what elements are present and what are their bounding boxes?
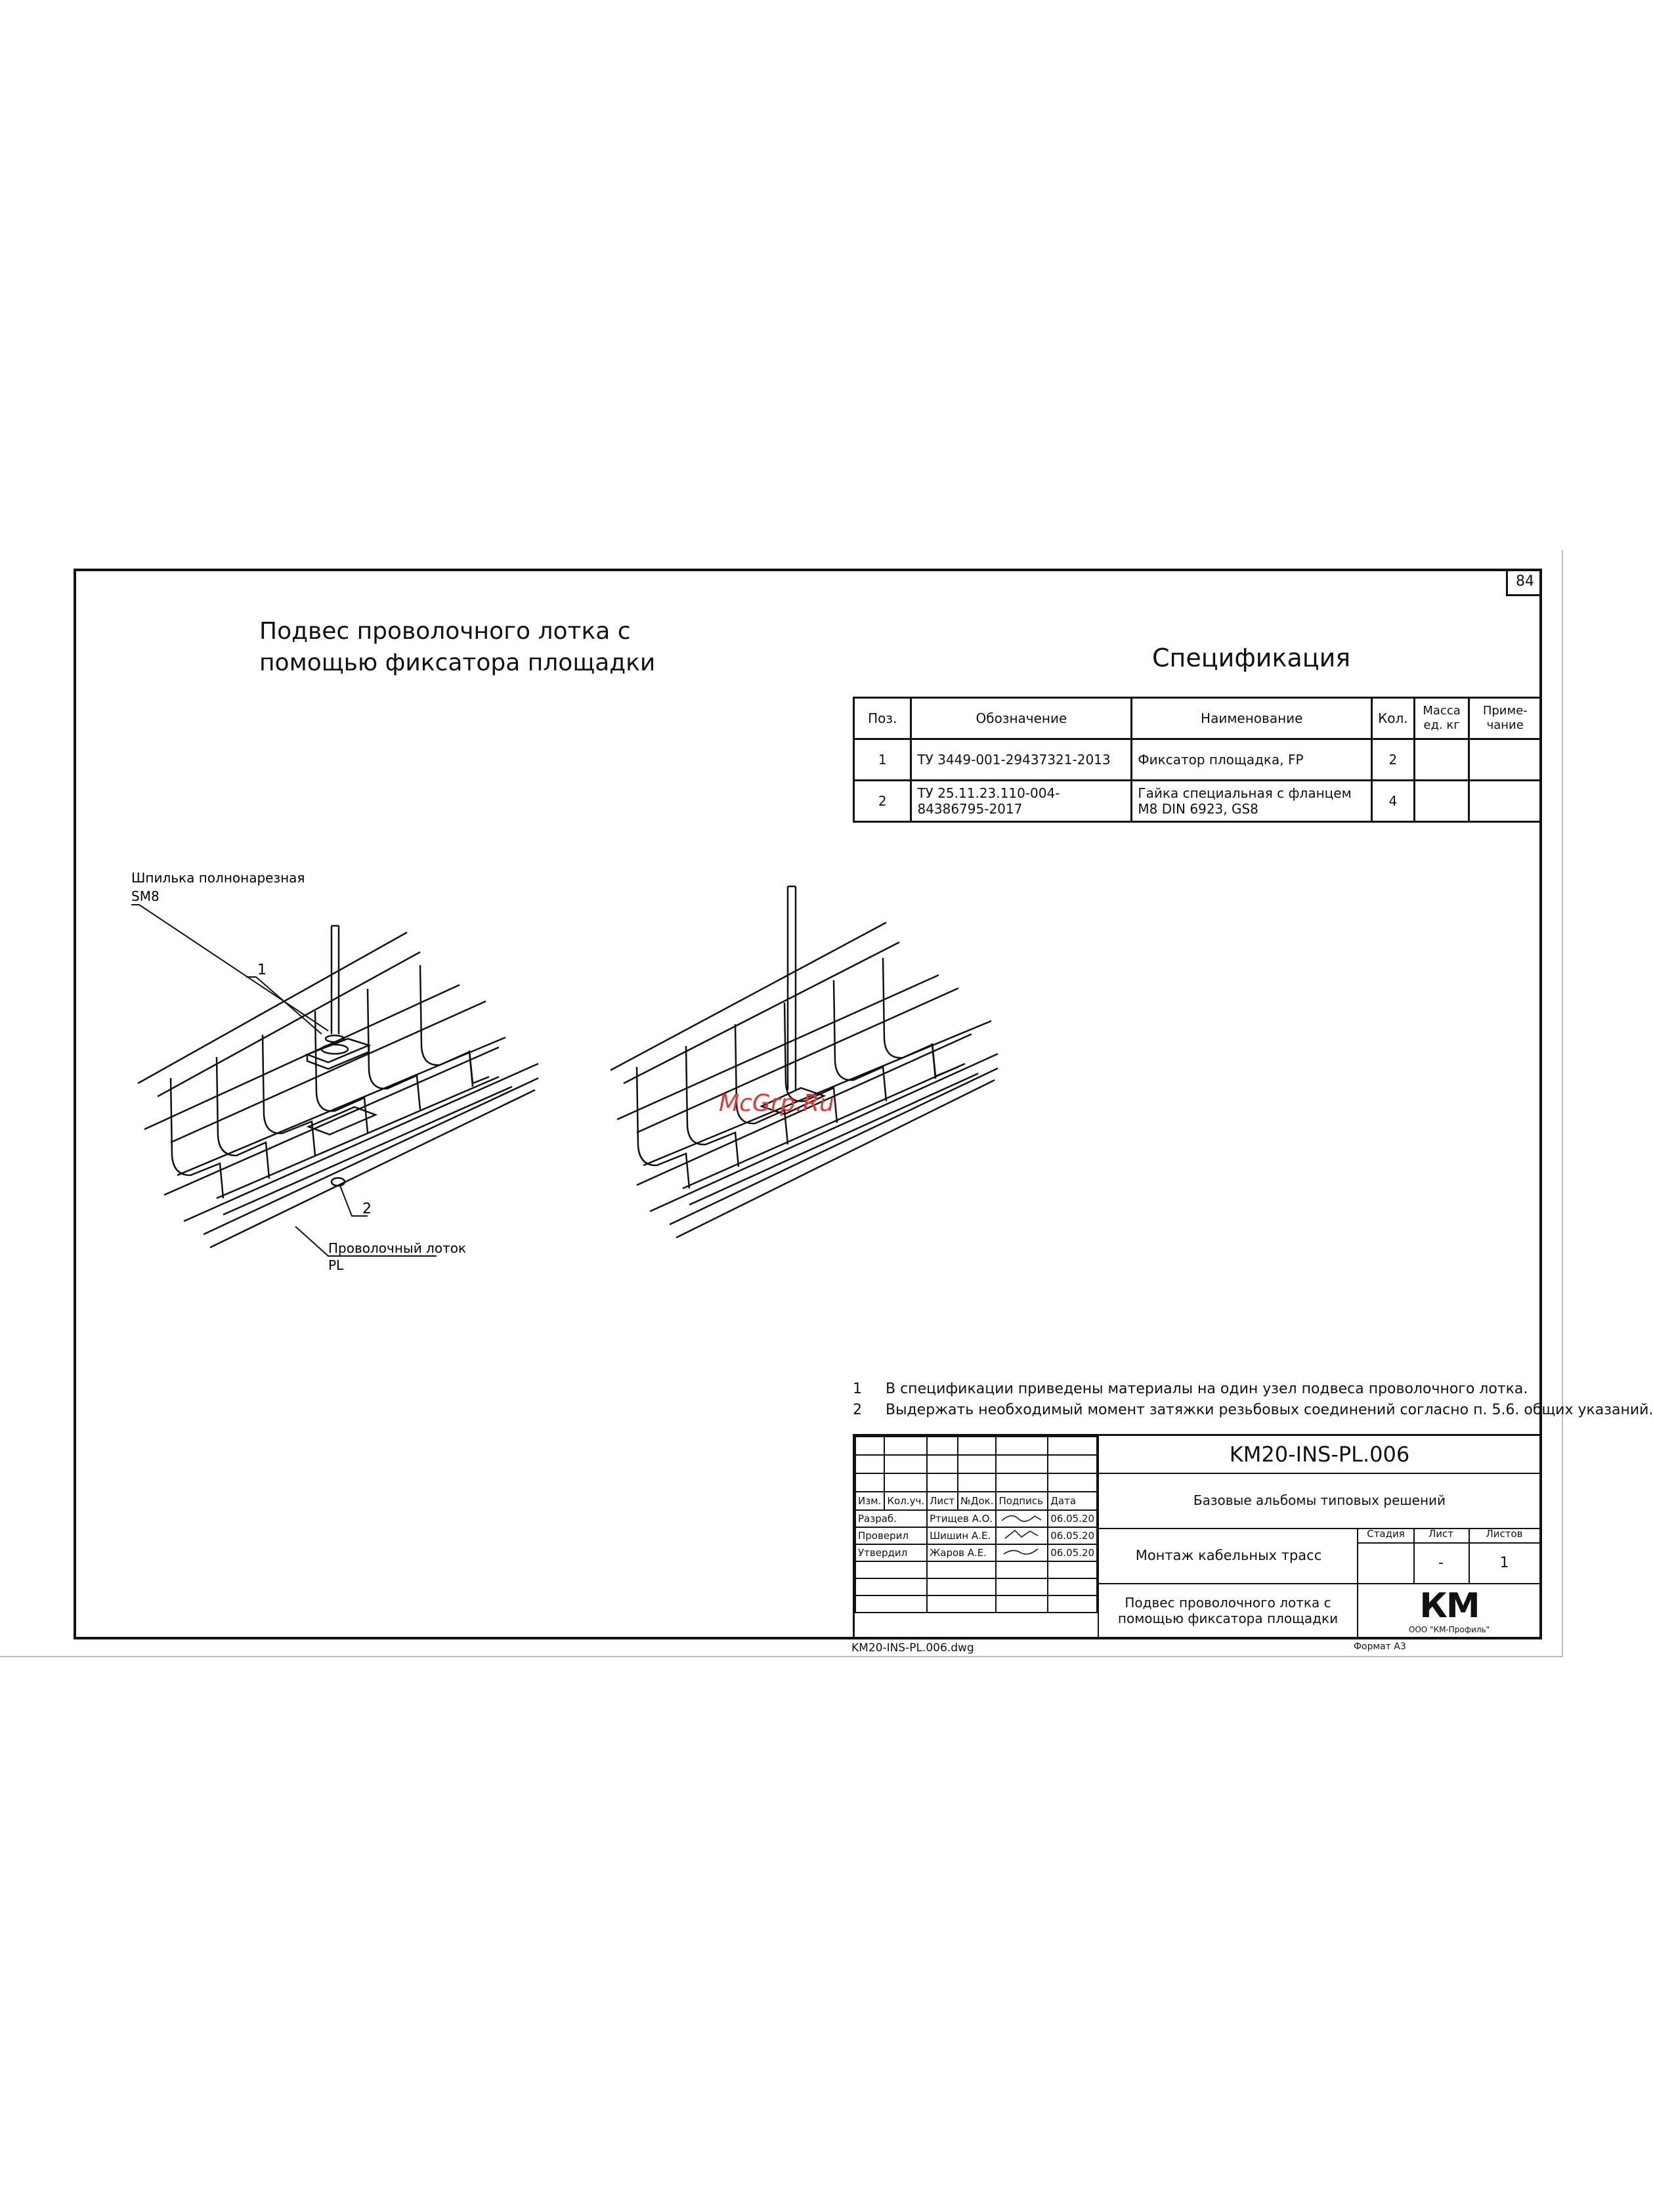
spec-cell-pos: 1	[854, 739, 911, 781]
note-item	[853, 1379, 1653, 1400]
stamp-person-name: Жаров А.Е.	[927, 1544, 996, 1561]
note-text: В спецификации приведены материалы на один узел подвеса проволочного лотка.	[886, 1381, 1528, 1397]
stage-sheet-box	[1357, 1528, 1540, 1584]
stamp-role: Утвердил	[855, 1544, 927, 1561]
title-block	[853, 1434, 1542, 1639]
stamp-person-row	[855, 1527, 1097, 1544]
spec-cell-code: ТУ 3449-001-29437321-2013	[911, 739, 1132, 781]
spec-cell-note	[1469, 739, 1541, 781]
stamp-col-date: Дата	[1048, 1492, 1097, 1510]
sheets-label: Листов	[1469, 1528, 1540, 1544]
company-logo-box	[1357, 1583, 1540, 1637]
drawing-title-line-1: Подвес проволочного лотка с	[259, 618, 631, 645]
tray-drawing-assembled	[604, 883, 1011, 1251]
spec-title: Спецификация	[1152, 643, 1351, 672]
file-name: KM20-INS-PL.006.dwg	[851, 1641, 974, 1655]
spec-cell-name: Гайка специальная с фланцем М8 DIN 6923, GS8	[1132, 781, 1372, 822]
sheet-label: Лист	[1413, 1528, 1470, 1544]
note-number: 1	[853, 1381, 862, 1397]
spec-row	[854, 739, 1541, 781]
stamp-role: Разраб.	[855, 1510, 927, 1527]
callout-tray-line-2: PL	[328, 1257, 344, 1273]
signature-mark	[996, 1544, 1048, 1561]
signature-mark	[996, 1527, 1048, 1544]
stamp-header-row	[855, 1492, 1097, 1510]
note-item	[853, 1400, 1653, 1421]
note-text: Выдержать необходимый момент затяжки резьбовых соединений согласно п. 5.6. общих указаний.	[886, 1402, 1653, 1418]
callout-tray-line-1: Проволочный лоток	[328, 1240, 467, 1256]
notes	[853, 1379, 1653, 1421]
company-logo: КМ	[1419, 1586, 1479, 1626]
spec-row	[854, 781, 1541, 822]
stamp-col-koluch: Кол.уч.	[884, 1492, 927, 1510]
spec-header-mass: Масса ед. кг	[1414, 698, 1469, 739]
stamp-person-name: Шишин А.Е.	[927, 1527, 996, 1544]
stamp-role: Проверил	[855, 1527, 927, 1544]
signature-mark	[996, 1510, 1048, 1527]
spec-cell-pos: 2	[854, 781, 911, 822]
spec-cell-code: ТУ 25.11.23.110-004-84386795-2017	[911, 781, 1132, 822]
stamp-sheet-title: Подвес проволочного лотка с помощью фиксатора площадки	[1098, 1583, 1357, 1637]
stamp-doc-code: KM20-INS-PL.006	[1098, 1436, 1540, 1474]
sheet-value: -	[1413, 1542, 1470, 1583]
stage-value	[1358, 1542, 1415, 1583]
stamp-col-izm: Изм.	[855, 1492, 884, 1510]
watermark: McGrp.Ru	[719, 1090, 834, 1117]
callout-pos-1: 1	[257, 962, 267, 978]
stamp-person-name: Ртищев А.О.	[927, 1510, 996, 1527]
spec-cell-qty: 4	[1372, 781, 1415, 822]
stamp-album: Базовые альбомы типовых решений	[1098, 1473, 1540, 1529]
callout-rod-line-1: Шпилька полнонарезная	[131, 870, 305, 886]
spec-cell-mass	[1414, 781, 1469, 822]
sheets-value: 1	[1499, 1554, 1509, 1571]
page-number: 84	[1506, 569, 1542, 596]
callout-rod-line-2: SM8	[131, 888, 160, 904]
spec-header-code: Обозначение	[911, 698, 1132, 739]
callout-pos-2: 2	[362, 1201, 372, 1217]
stamp-person-row	[855, 1510, 1097, 1527]
tray-drawing-with-callouts	[131, 867, 551, 1274]
spec-header-qty: Кол.	[1372, 698, 1415, 739]
stamp-col-signature: Подпись	[996, 1492, 1048, 1510]
stamp-date: 06.05.20	[1048, 1510, 1097, 1527]
spec-header-note: Приме- чание	[1469, 698, 1541, 739]
spec-cell-qty: 2	[1372, 739, 1415, 781]
stamp-date: 06.05.20	[1048, 1544, 1097, 1561]
stamp-col-list: Лист	[927, 1492, 958, 1510]
stamp-section: Монтаж кабельных трасс	[1098, 1528, 1358, 1584]
stamp-date: 06.05.20	[1048, 1527, 1097, 1544]
spec-cell-name: Фиксатор площадка, FP	[1132, 739, 1372, 781]
company-name: ООО "КМ-Профиль"	[1408, 1625, 1490, 1634]
stage-label: Стадия	[1358, 1528, 1415, 1544]
stamp-col-ndok: №Док.	[958, 1492, 996, 1510]
spec-table	[853, 697, 1542, 823]
spec-header-pos: Поз.	[854, 698, 911, 739]
spec-cell-note	[1469, 781, 1541, 822]
drawing-title	[259, 616, 656, 679]
note-number: 2	[853, 1402, 862, 1418]
spec-header-row	[854, 698, 1541, 739]
spec-header-name: Наименование	[1132, 698, 1372, 739]
spec-cell-mass	[1414, 739, 1469, 781]
stamp-person-row	[855, 1544, 1097, 1561]
drawing-title-line-2: помощью фиксатора площадки	[259, 649, 656, 676]
revision-grid	[855, 1436, 1098, 1613]
sheet-format: Формат А3	[1354, 1641, 1406, 1652]
